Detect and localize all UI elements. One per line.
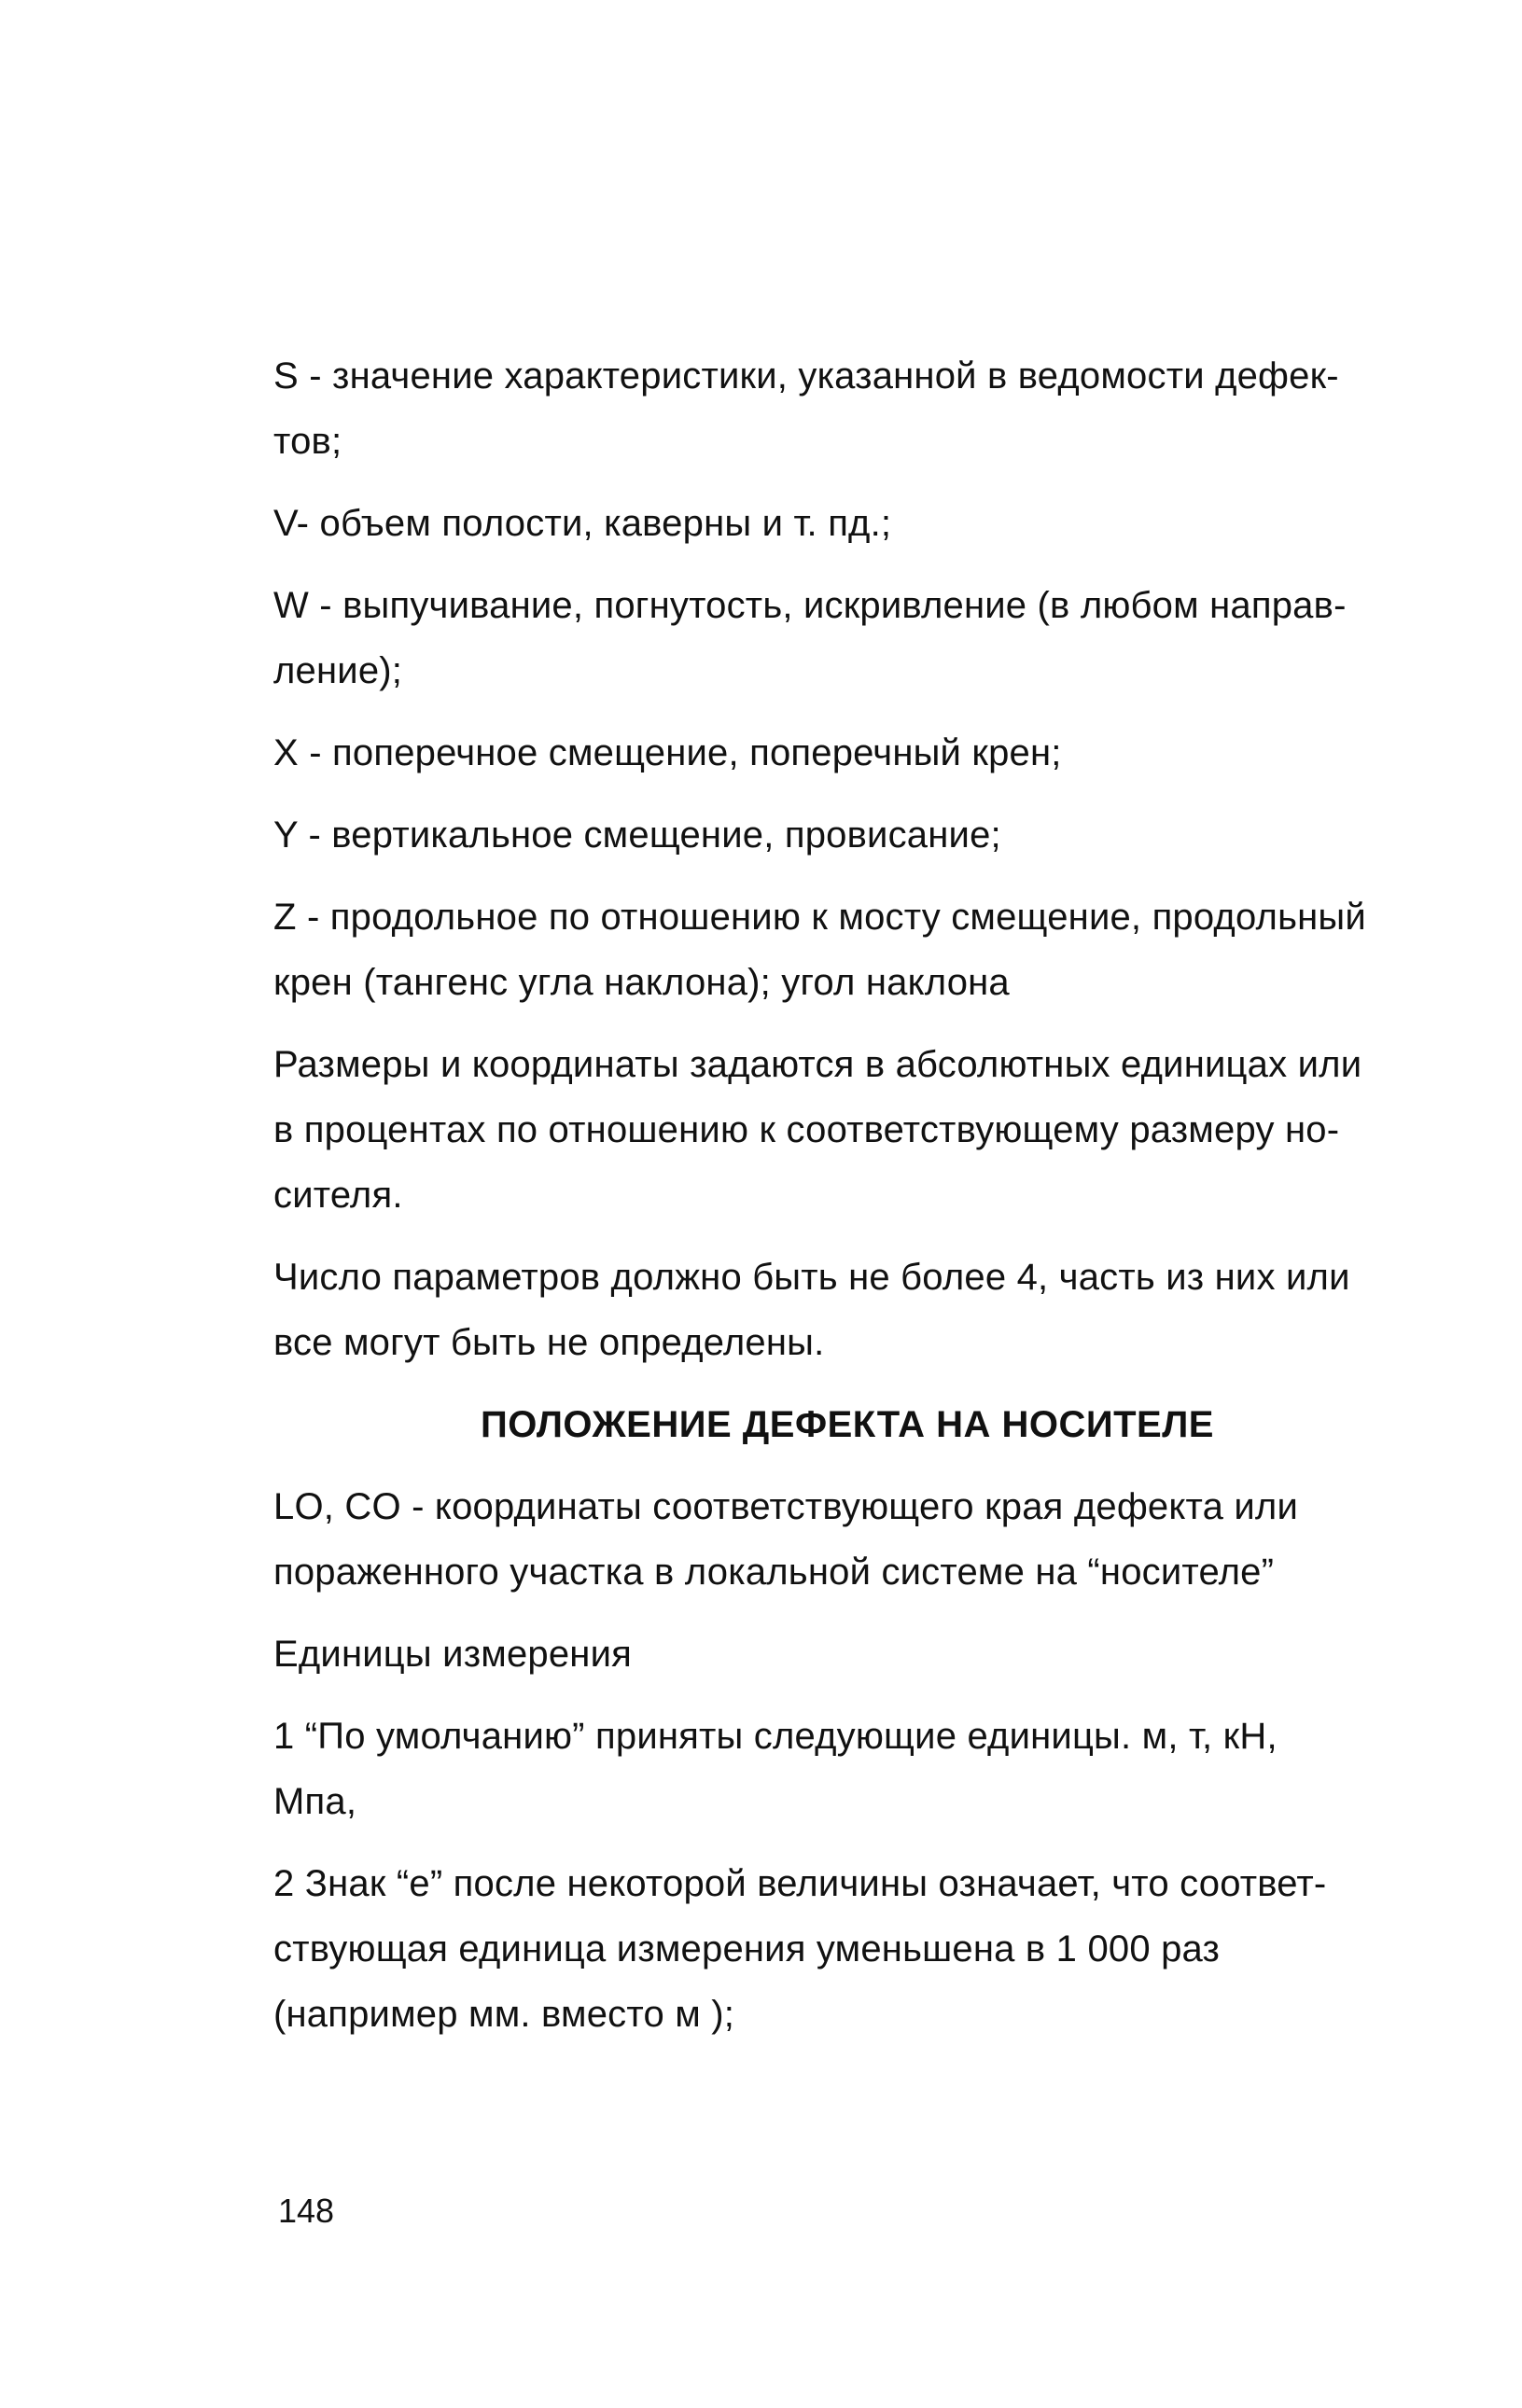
paragraph-units-1: [273, 1704, 1421, 1834]
text-line: Число параметров должно быть не более 4, часть из них или: [273, 1257, 1350, 1298]
page-number: 148: [278, 2192, 335, 2230]
text-line: Y - вертикальное смещение, провисание;: [273, 814, 1001, 856]
page-content: [273, 343, 1421, 2064]
text-line: V- объем полости, каверны и т. пд.;: [273, 503, 892, 544]
text-line: 2 Знак “е” после некоторой величины означает, что соответ-: [273, 1863, 1327, 1904]
paragraph-loco: [273, 1474, 1421, 1605]
text-line: (например мм. вместо м );: [273, 1994, 735, 2035]
text-line: все могут быть не определены.: [273, 1322, 825, 1363]
section-heading: ПОЛОЖЕНИЕ ДЕФЕКТА НА НОСИТЕЛЕ: [481, 1404, 1214, 1445]
text-line: Размеры и координаты задаются в абсолютных единицах или: [273, 1044, 1362, 1085]
paragraph-z: [273, 884, 1421, 1015]
paragraph-w: [273, 573, 1421, 703]
paragraph-y: [273, 802, 1421, 868]
text-line: ствующая единица измерения уменьшена в 1 000 раз: [273, 1928, 1221, 1970]
paragraph-s: [273, 343, 1421, 474]
text-line: Мпа,: [273, 1781, 357, 1822]
text-line: крен (тангенс угла наклона); угол наклона: [273, 962, 1010, 1003]
text-line: W - выпучивание, погнутость, искривление (в любом направ-: [273, 585, 1347, 626]
paragraph-x: [273, 720, 1421, 786]
paragraph-count: [273, 1245, 1421, 1375]
text-line: X - поперечное смещение, поперечный крен;: [273, 732, 1062, 773]
text-line: в процентах по отношению к соответствующему размеру но-: [273, 1109, 1340, 1150]
paragraph-sizes: [273, 1032, 1421, 1228]
text-line: сителя.: [273, 1175, 403, 1216]
paragraph-units-2: [273, 1851, 1421, 2047]
text-line: ление);: [273, 650, 403, 691]
text-line: LO, CO - координаты соответствующего края дефекта или: [273, 1486, 1298, 1527]
paragraph-units: [273, 1622, 1421, 1687]
paragraph-v: [273, 491, 1421, 556]
text-line: Z - продольное по отношению к мосту смещение, продольный: [273, 897, 1366, 938]
text-line: S - значение характеристики, указанной в ведомости дефек-: [273, 355, 1339, 397]
text-line: тов;: [273, 421, 342, 462]
text-line: пораженного участка в локальной системе на “носителе”: [273, 1552, 1275, 1593]
text-line: 1 “По умолчанию” приняты следующие единицы. м, т, кН,: [273, 1716, 1278, 1757]
text-line: Единицы измерения: [273, 1634, 632, 1675]
